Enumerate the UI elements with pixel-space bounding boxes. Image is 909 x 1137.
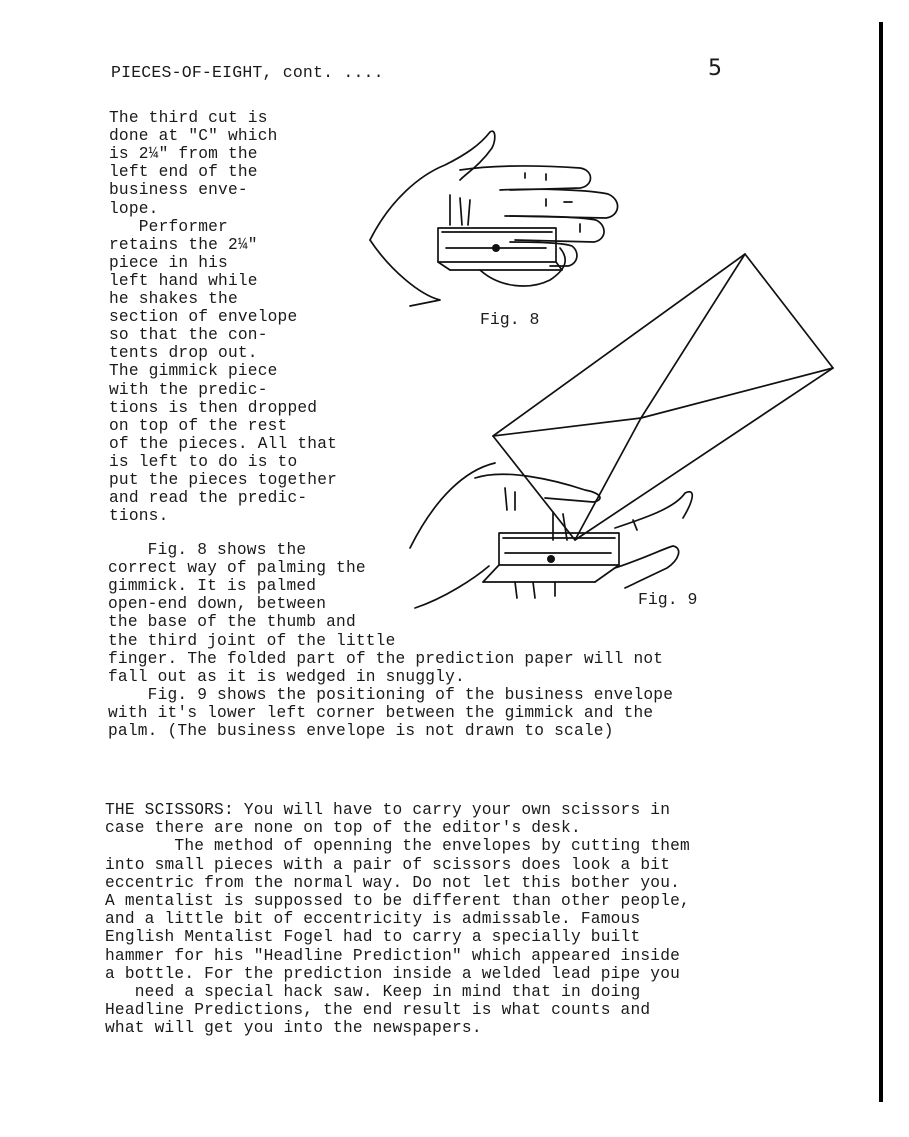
text-line: Headline Predictions, the end result is what counts and bbox=[105, 1001, 651, 1020]
text-line: and a little bit of eccentricity is admissable. Famous bbox=[105, 910, 641, 929]
text-line: lope. bbox=[109, 199, 159, 218]
page-title: PIECES-OF-EIGHT, cont. .... bbox=[111, 63, 384, 82]
page-number: 5 bbox=[708, 56, 723, 81]
text-line: Fig. 9 shows the positioning of the business envelope bbox=[108, 685, 674, 704]
text-line: is 2¼" from the bbox=[109, 145, 258, 164]
text-line: what will get you into the newspapers. bbox=[105, 1019, 482, 1038]
text-line: open-end down, between bbox=[108, 595, 327, 614]
text-line: left hand while bbox=[109, 271, 258, 290]
text-line: a bottle. For the prediction inside a welded lead pipe you bbox=[105, 964, 681, 983]
fig9-label: Fig. 9 bbox=[638, 590, 698, 609]
text-line: is left to do is to bbox=[109, 452, 298, 471]
text-line: eccentric from the normal way. Do not let this bother you. bbox=[105, 873, 681, 892]
fig8-thumb bbox=[370, 131, 495, 240]
fig8-finger-3 bbox=[505, 216, 604, 242]
text-line: on top of the rest bbox=[109, 416, 288, 435]
text-line: he shakes the bbox=[109, 290, 238, 308]
text-line: case there are none on top of the editor's desk. bbox=[105, 819, 581, 838]
text-line: tents drop out. bbox=[109, 344, 258, 363]
text-line: hammer for his "Headline Prediction" which appeared inside bbox=[105, 946, 681, 965]
text-line: THE SCISSORS: You will have to carry your own scissors in bbox=[105, 801, 671, 819]
text-line: with it's lower left corner between the gimmick and the bbox=[108, 703, 654, 722]
text-line: business enve- bbox=[109, 181, 248, 200]
text-line: correct way of palming the bbox=[108, 559, 366, 578]
text-line: left end of the bbox=[109, 163, 258, 182]
text-line: fall out as it is wedged in snuggly. bbox=[108, 667, 465, 686]
text-line: The gimmick piece bbox=[109, 362, 278, 381]
text-line: The third cut is bbox=[109, 109, 268, 127]
text-line: done at "C" which bbox=[109, 127, 278, 146]
fig9-envelope bbox=[493, 254, 833, 540]
fig9-illustration bbox=[405, 248, 845, 648]
text-line: tions is then dropped bbox=[109, 398, 318, 417]
right-margin-rule bbox=[879, 22, 883, 1102]
text-line: palm. (The business envelope is not drawn to scale) bbox=[108, 722, 614, 740]
text-line: Fig. 8 shows the bbox=[108, 541, 307, 559]
text-line: and read the predic- bbox=[109, 489, 308, 508]
text-line: A mentalist is suppossed to be different than other people, bbox=[105, 892, 690, 910]
fig8-label: Fig. 8 bbox=[480, 310, 540, 329]
fig9-hand-back bbox=[410, 463, 495, 608]
text-line: the third joint of the little bbox=[108, 631, 396, 650]
text-line: put the pieces together bbox=[109, 471, 338, 489]
text-line: The method of openning the envelopes by cutting them bbox=[105, 837, 690, 856]
text-line: Performer bbox=[109, 217, 228, 236]
fig9-thumb bbox=[475, 474, 600, 502]
text-line: need a special hack saw. Keep in mind that in doing bbox=[105, 983, 641, 1001]
text-line: finger. The folded part of the prediction paper will not bbox=[108, 649, 664, 668]
text-line: the base of the thumb and bbox=[108, 613, 356, 632]
text-line: so that the con- bbox=[109, 326, 268, 345]
text-line: tions. bbox=[109, 507, 169, 526]
text-line: of the pieces. All that bbox=[109, 434, 338, 453]
text-line: section of envelope bbox=[109, 308, 298, 327]
text-line: gimmick. It is palmed bbox=[108, 577, 317, 596]
text-line: piece in his bbox=[109, 253, 228, 272]
text-line: English Mentalist Fogel had to carry a specially built bbox=[105, 928, 641, 947]
fig8-finger-2 bbox=[500, 189, 618, 218]
text-line: retains the 2¼" bbox=[109, 235, 258, 254]
text-line: into small pieces with a pair of scissors does look a bit bbox=[105, 855, 671, 874]
text-line: with the predic- bbox=[109, 380, 268, 399]
